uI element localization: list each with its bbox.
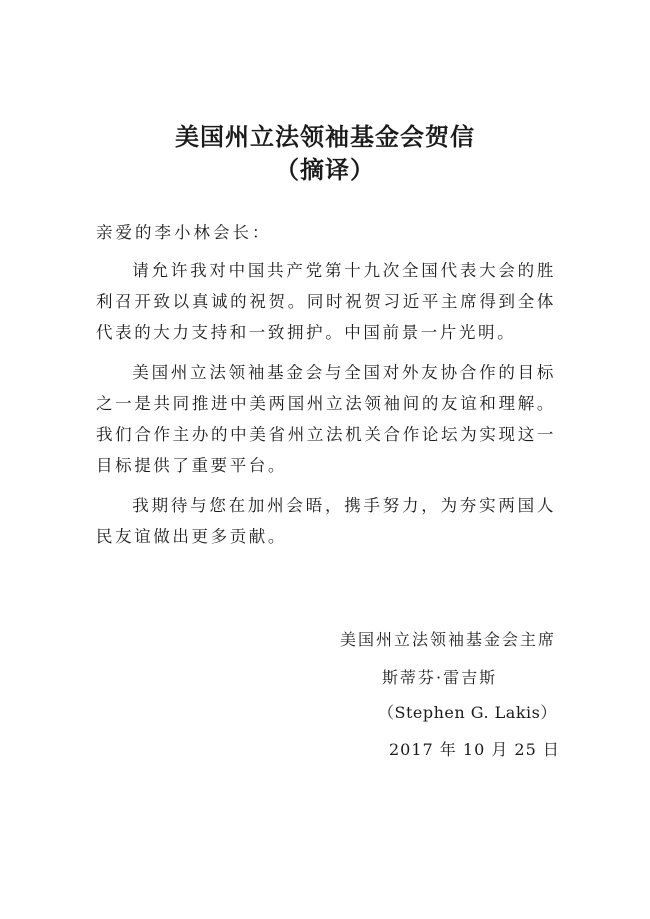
signatory-position: 美国州立法领袖基金会主席 [340,630,557,649]
salutation: 亲爱的李小林会长： [96,223,272,242]
letter-subtitle: （摘译） [275,156,375,184]
letter-date: 2017 年 10 月 25 日 [389,740,560,759]
signatory-name-chinese: 斯蒂芬·雷吉斯 [382,668,498,687]
paragraph-cooperation: 美国州立法领袖基金会与全国对外友协合作的目标之一是共同推进中美两国州立法领袖间的友谊和理解。我们合作主办的中美省州立法机关合作论坛为实现这一目标提供了重要平台。 [96,363,556,475]
paragraph-closing: 我期待与您在加州会晤，携手努力，为夯实两国人民友谊做出更多贡献。 [96,496,556,546]
paragraph-congratulations: 请允许我对中国共产党第十九次全国代表大会的胜利召开致以真诚的祝贺。同时祝贺习近平主席得到全体代表的大力支持和一致拥护。中国前景一片光明。 [96,261,556,342]
signatory-name-english: （Stephen G. Lakis） [378,703,557,722]
letter-title: 美国州立法领袖基金会贺信 [175,123,475,151]
